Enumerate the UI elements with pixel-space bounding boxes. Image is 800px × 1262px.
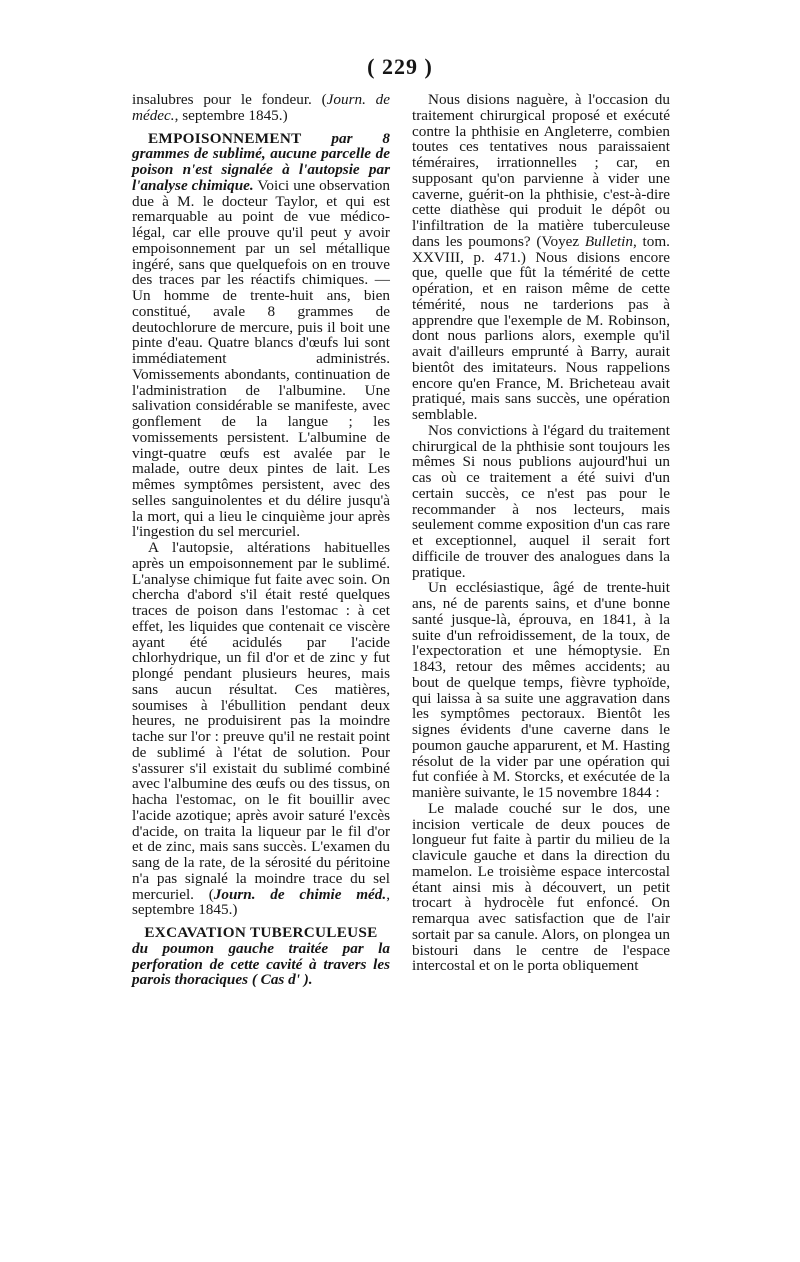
paragraph: Le malade couché sur le dos, une incision verticale de deux pouces de longueur fut faite à partir du milieu de la clavicule gauche et dans la direction du mamelon. Le troisième espace intercostal étant ainsi mis à découvert, un petit trocart à hydrocèle fut enfoncé. On remarqua avec satisfaction que de l'air sortait par sa canule. Alors, on plongea un bistouri dans le centre de l'espace intercostal et on le porta obliquement — [412, 799, 670, 975]
paragraph: Nos convictions à l'égard du traitement chirurgical de la phthisie sont toujours les mêmes Si nous publions aujourd'hui un cas où ce traitement a été suivi d'un certain succès, ce n'est pas pour le recommander à nos lecteurs, mais seulement comme exposition d'un cas rare et exceptionnel, auquel il serait fort difficile de trouver des analogues dans la pratique. — [412, 421, 670, 581]
section-heading: EMPOISONNEMENT — [148, 129, 302, 147]
left-column — [132, 92, 390, 988]
right-column — [412, 92, 670, 974]
page-number: ( 229 ) — [367, 54, 433, 79]
section-subtitle: du poumon gauche traitée par la perforation de cette cavité à travers les parois thoraciques ( Cas d' ). — [132, 939, 390, 989]
paragraph: insalubres pour le fondeur. (Journ. de médec., septembre 1845.) — [132, 91, 390, 124]
section-subtitle: par 8 grammes de sublimé, aucune parcelle de poison n'est signalée à l'autopsie par l'analyse chimique. — [132, 129, 390, 194]
paragraph: Un ecclésiastique, âgé de trente-huit ans, né de parents sains, et d'une bonne santé jusque-là, éprouva, en 1841, à la suite d'un refroidissement, de la toux, de l'expectoration et une hémoptysie. En 1843, retour des mêmes accidents; au bout de quelque temps, fièvre typhoïde, qui laissa à sa suite une aggravation dans les symptômes pectoraux. Bientôt les signes évidents d'une caverne dans le poumon gauche apparurent, et M. Hasting résolut de la vider par une opération qui fut confiée à M. Storcks, et exécutée de la manière suivante, le 15 novembre 1844 : — [412, 579, 670, 801]
section-heading: EXCAVATION TUBERCULEUSE — [144, 924, 378, 941]
paragraph: A l'autopsie, altérations habituelles après un empoisonnement par le sublimé. L'analyse chimique fut faite avec soin. On chercha d'abord s'il était resté quelques traces de poison dans l'estomac : à cet effet, les liquides que contenait ce viscère ayant été acidulés par l'acide chlorhydrique, un fil d'or et de zinc y fut plongé pendant plusieurs heures, mais sans aucun résultat. Ces matières, soumises à l'ébullition pendant deux heures, ne produisirent pas la moindre tache sur l'or : preuve qu'il ne restait point de sublimé à l'état de solution. Pour s'assurer s'il existait du sublimé combiné avec l'albumine des œufs ou des tissus, on hacha l'estomac, on le fit bouillir avec l'acide azotique; après avoir saturé l'excès d'acide, on traita la liqueur par le fil d'or et de zinc, mais sans succès. L'examen du sang de la rate, de la sérosité du péritoine n'a pas signalé la moindre trace du sel mercuriel. (Journ. de chimie méd., septembre 1845.) — [132, 539, 390, 919]
article-empoisonnement: EMPOISONNEMENT par 8 grammes de sublimé, aucune parcelle de poison n'est signalée à l'autopsie par l'analyse chimique. Voici une observation due à M. le docteur Taylor, et qui est remarquable au point de vue médico-légal, car elle prouve qu'il peut y avoir empoisonnement par un sel métallique ingéré, sans que quelquefois on en trouve des traces par les réactifs chimiques. — Un homme de trente-huit ans, bien constitué, avale 8 grammes de deutochlorure de mercure, puis il boit une pinte d'eau. Quatre blancs d'œufs lui sont immédiatement administrés. Vomissements abondants, continuation de l'administration de l'albumine. Une salivation considérable se manifeste, avec gonflement de la langue ; les vomissements persistent. L'albumine de vingt-quatre œufs est avalée par le malade, outre deux pintes de lait. Les mêmes symptômes persistent, avec des selles sanguinolentes et du délire jusqu'à la mort, qui a lieu le cinquième jour après l'ingestion du sel mercuriel. — [132, 129, 390, 541]
paragraph: Nous disions naguère, à l'occasion du traitement chirurgical proposé et exécuté contre la phthisie en Angleterre, combien toutes ces tentatives nous paraissaient téméraires, irrationnelles ; car, en supposant qu'on parvienne à vider une caverne, guérit-on la phthisie, c'est-à-dire cette diathèse qui produit le dépôt ou l'infiltration de la matière tuberculeuse dans les poumons? (Voyez Bulletin, tom. XXVIII, p. 471.) Nous disions encore que, quelle que fût la témérité de cette opération, et en raison même de cette témérité, nous ne tarderions pas à apprendre que l'exemple de M. Robinson, dont nous parlions alors, exemple qu'il avait d'ailleurs emprunté à Barry, aurait bientôt des imitateurs. Nous rappelions encore qu'en France, M. Bricheteau avait pratiqué, mais sans succès, une opération semblable. — [412, 91, 670, 423]
